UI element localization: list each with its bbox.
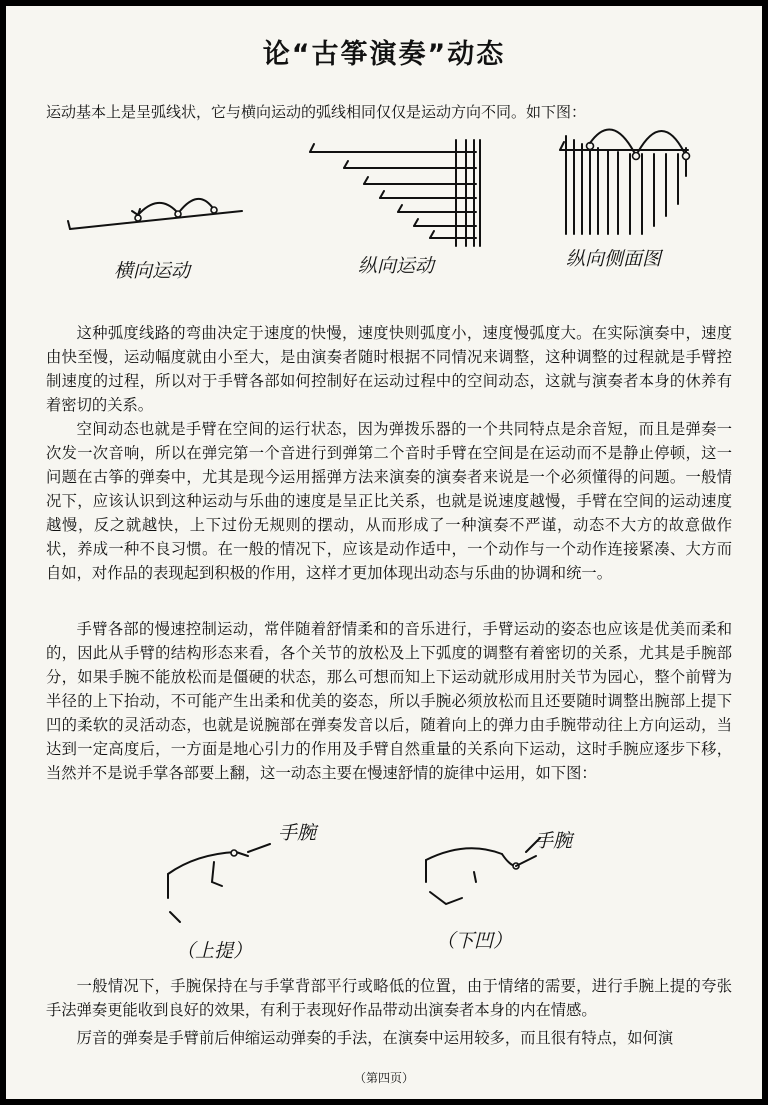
horizontal-motion-diagram (66, 181, 246, 241)
horizontal-motion-label: 横向运动 (114, 260, 191, 282)
paragraph-5: 厉音的弹奏是手臂前后伸缩运动弹奏的手法，在演奏中运用较多，而且很有特点，如何演 (76, 1029, 674, 1047)
paragraph-4: 一般情况下，手腕保持在与手掌背部平行或略低的位置，由于情绪的需要，进行手腕上提的夸张手法弹奏更能收到良好的效果，有利于表现好作品带动出演奏者本身的内在情感。 (46, 977, 732, 1019)
vertical-motion-label: 纵向运动 (358, 255, 435, 277)
vertical-side-view-diagram (556, 116, 706, 241)
vertical-side-view-label: 纵向侧面图 (566, 248, 662, 270)
paragraph-3: 手臂各部的慢速控制运动，常伴随着舒情柔和的音乐进行，手臂运动的姿态也应该是优美而柔和的，因此从手臂的结构形态来看，各个关节的放松及上下弧度的调整有着密切的关系，尤其是手腕部分，如果手腕不能放松而是僵硬的状态，那么可想而知上下运动就形成用肘关节为园心，整个前臂为半径的上下抬动，不可能产生出柔和优美的姿态，所以手腕必须放松而且还要随时调整出腕部上提下凹的柔软的灵活动态，也就是说腕部在弹奏发音以后，随着向上的弹力由手腕带动往上方向运动，当达到一定高度后，一方面是地心引力的作用及手臂自然重量的关系向下运动，这时手腕应逐步下移，当然并不是说手掌各部要上翻，这一动态主要在慢速舒情的旋律中运用，如下图： (46, 620, 732, 782)
wrist-label-raised: 手腕 (278, 822, 317, 844)
wrist-raised-diagram (156, 816, 296, 926)
page-title: 论“古筝演奏”动态 (262, 39, 506, 70)
lowered-caption: （下凹） (436, 930, 513, 952)
paragraph-2: 空间动态也就是手臂在空间的运行状态，因为弹拨乐器的一个共同特点是余音短，而且是弹奏一次发一次音响，所以在弹完第一个音进行到弹第二个音时手臂在空间是在运动而不是静止停顿，这一问题在古筝的弹奏中，尤其是现今运用摇弹方法来演奏的演奏者来说是一个必须懂得的问题。一般情况下，应该认识到这种运动与乐曲的速度是呈正比关系，也就是说速度越慢，手臂在空间的运动速度越慢，反之就越快，上下过份无规则的摆动，从而形成了一种演奏不严谨，动态不大方的故意做作状，养成一种不良习惯。在一般的情况下，应该是动作适中，一个动作与一个动作连接紧凑、大方而自如，对作品的表现起到积极的作用，这样才更加体现出动态与乐曲的协调和统一。 (46, 420, 732, 582)
page-footer: （第四页） (353, 1071, 414, 1085)
vertical-motion-diagram (306, 134, 486, 249)
paragraph-1: 这种弧度线路的弯曲决定于速度的快慢，速度快则弧度小，速度慢弧度大。在实际演奏中，速度由快至慢，运动幅度就由小至大，是由演奏者随时根据不同情况来调整，这种调整的过程就是手臂控制速度的过程，所以对于手臂各部如何控制好在运动过程中的空间动态，这就与演奏者本身的休养有着密切的关系。 (46, 324, 732, 414)
raised-caption: （上提） (176, 940, 253, 962)
document-page (6, 6, 762, 1099)
wrist-label-lowered: 手腕 (534, 830, 573, 852)
intro-text: 运动基本上是呈弧线状，它与横向运动的弧线相同仅仅是运动方向不同。如下图： (46, 103, 587, 121)
